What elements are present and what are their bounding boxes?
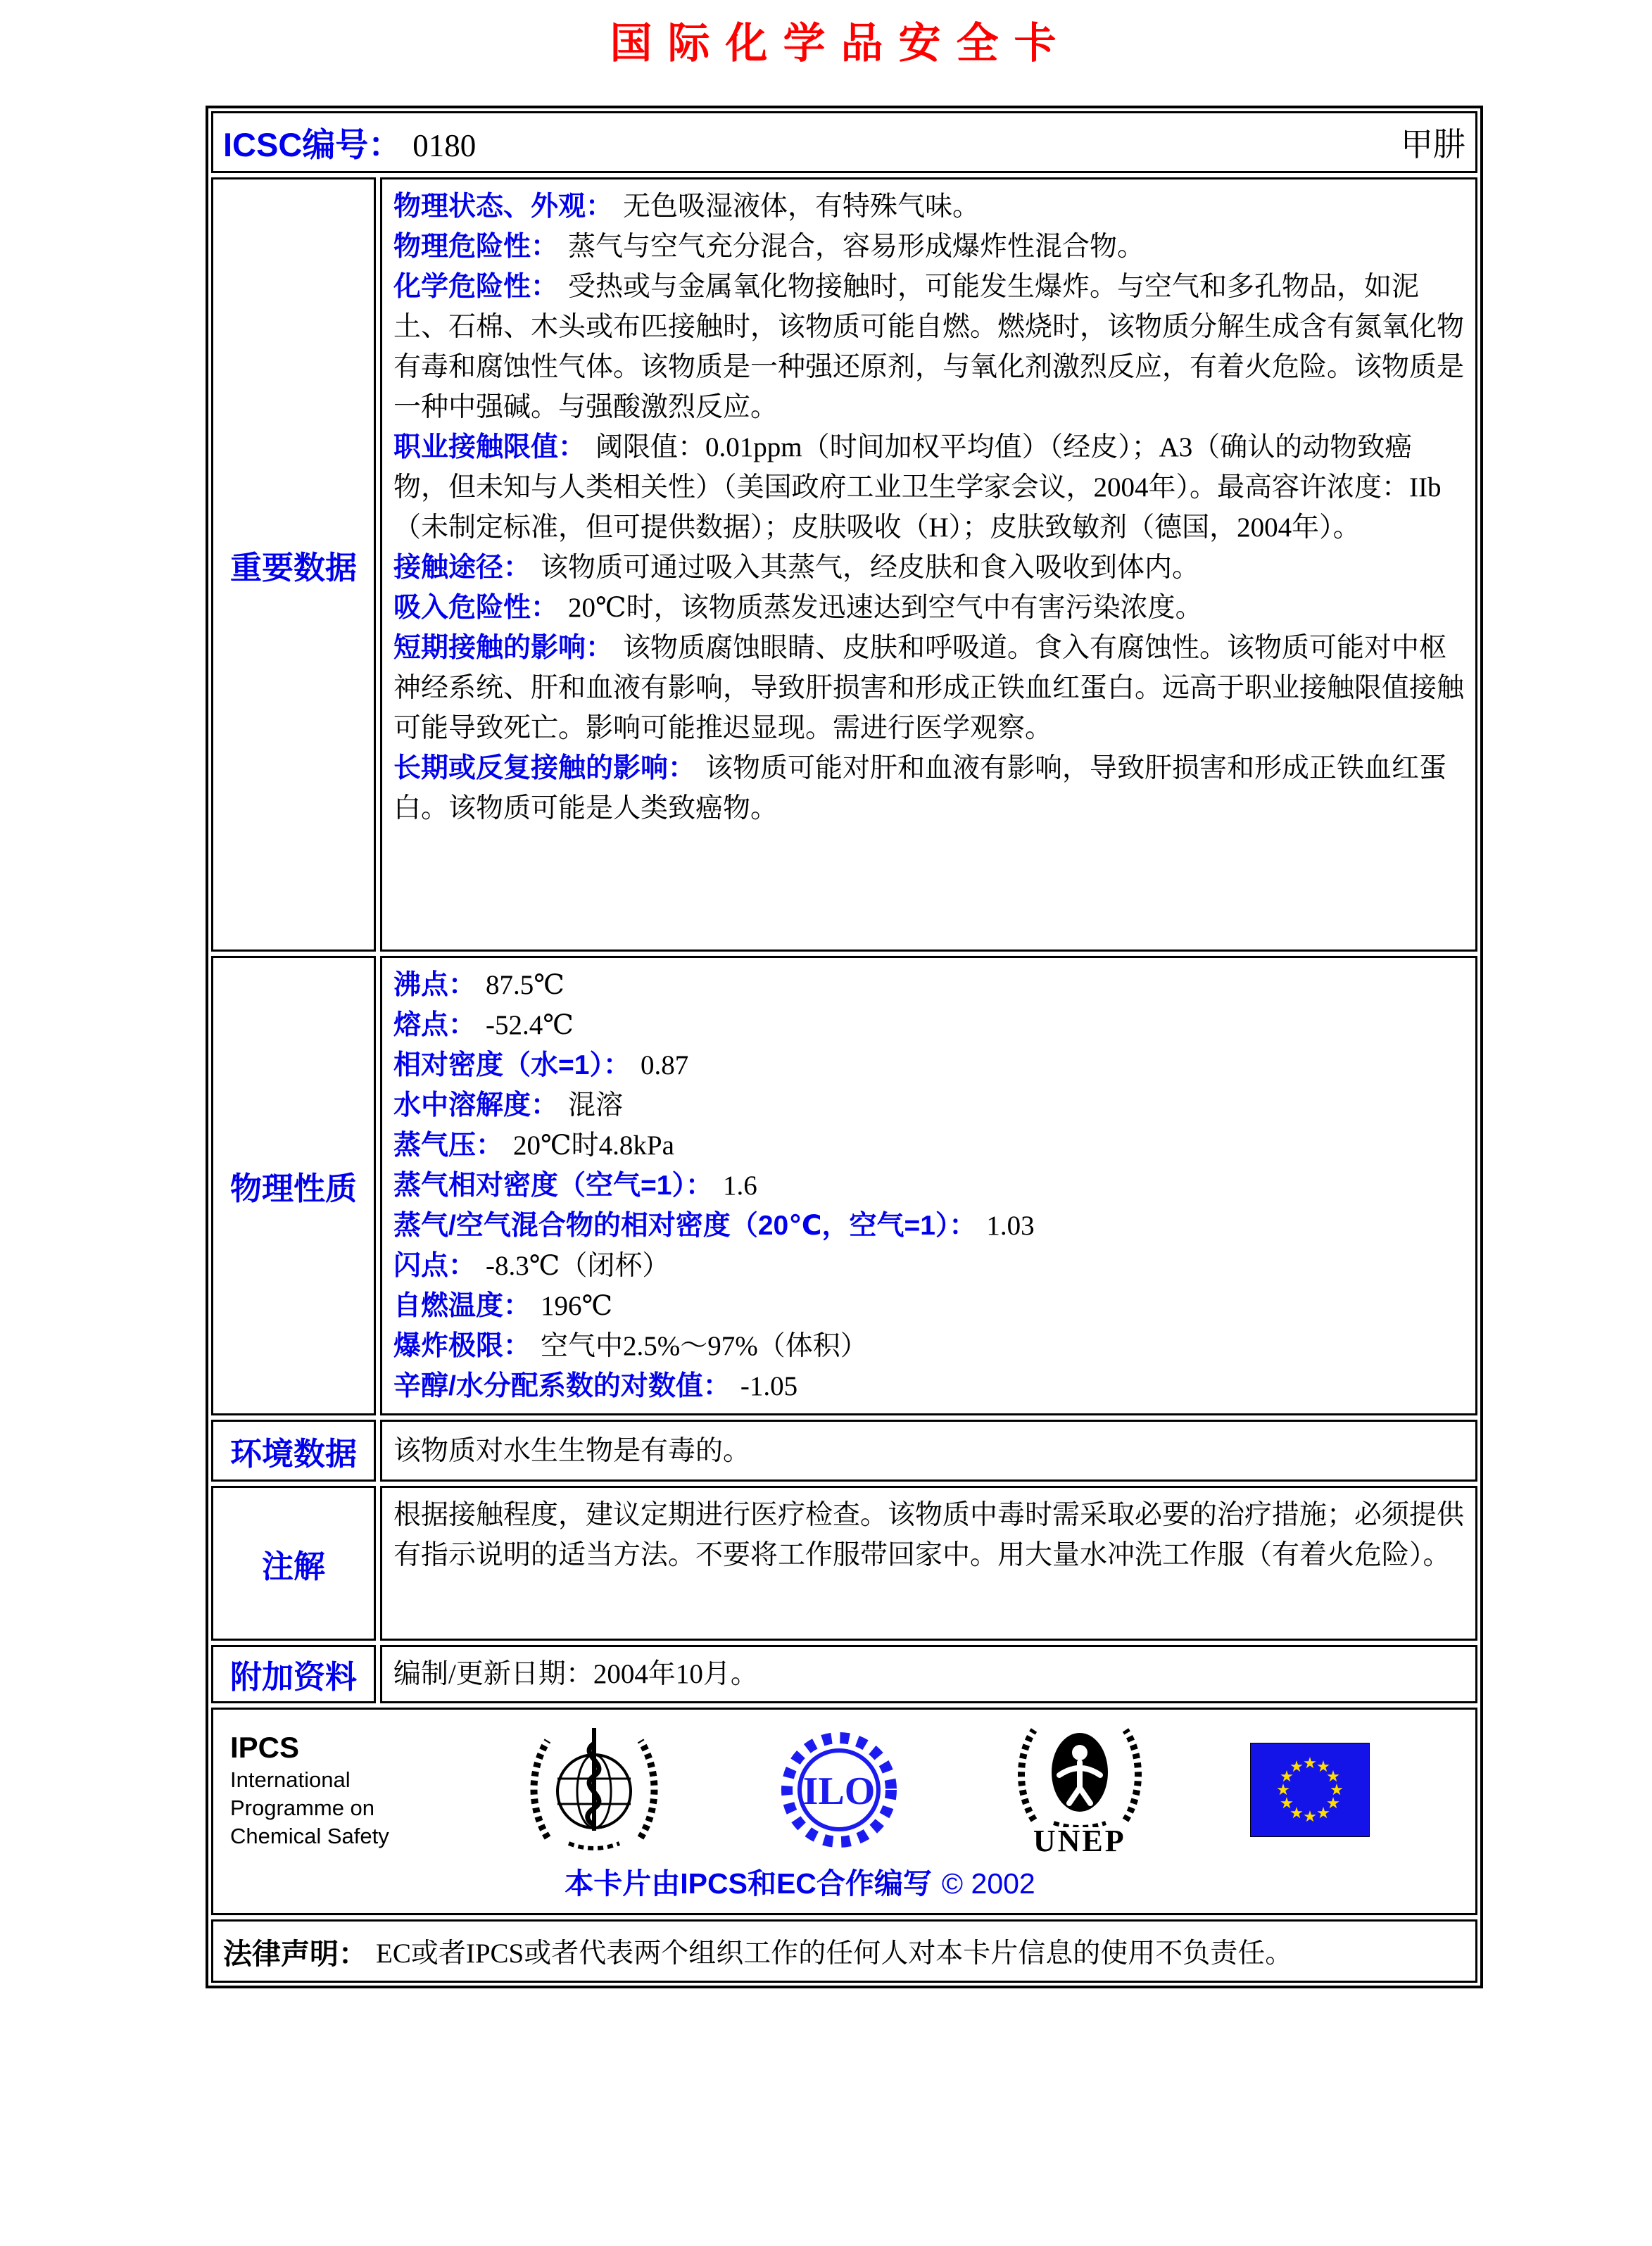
physical-property	[393, 1326, 1464, 1366]
property-value: 0.87	[640, 1050, 689, 1080]
ipcs-line: Programme on	[230, 1796, 375, 1820]
item-text: 该物质可通过吸入其蒸气，经皮肤和食入吸收到体内。	[541, 553, 1200, 583]
physical-property	[393, 1366, 1464, 1406]
environmental-text: 该物质对水生生物是有毒的。	[393, 1435, 751, 1466]
property-value: 1.03	[986, 1211, 1035, 1241]
property-value: 空气中2.5%～97%（体积）	[541, 1331, 868, 1361]
chemical-name: 甲肼	[1401, 127, 1465, 163]
property-label: 蒸气/空气混合物的相对密度（20℃，空气=1）：	[393, 1211, 977, 1241]
item-label: 短期接触的影响：	[393, 633, 614, 663]
physical-property	[393, 965, 1464, 1005]
section-content-physical-properties	[380, 956, 1477, 1415]
item-text: 无色吸湿液体，有特殊气味。	[623, 191, 981, 222]
section-content-additional-info	[380, 1645, 1477, 1703]
physical-property	[393, 1005, 1464, 1045]
legal-notice-row	[211, 1919, 1477, 1983]
property-value: 196℃	[541, 1291, 613, 1321]
item-label: 物理状态、外观：	[393, 191, 614, 222]
physical-property	[393, 1166, 1464, 1206]
unep-letters: UNEP	[1033, 1823, 1126, 1858]
eu-flag-icon	[1250, 1743, 1370, 1837]
physical-property	[393, 1286, 1464, 1326]
icsc-number-value: 0180	[412, 127, 477, 163]
property-label: 辛醇/水分配系数的对数值：	[393, 1371, 731, 1401]
important-item	[393, 227, 1464, 267]
important-item	[393, 267, 1464, 427]
credit-line	[230, 1860, 1370, 1906]
section-label-physical-properties: 物理性质	[211, 956, 376, 1415]
property-value: 20℃时4.8kPa	[513, 1130, 674, 1161]
ipcs-line: Chemical Safety	[230, 1824, 389, 1848]
icsc-card-table	[206, 106, 1483, 1988]
section-content-important-data	[380, 177, 1477, 952]
item-label: 职业接触限值：	[393, 432, 586, 462]
physical-property	[393, 1045, 1464, 1085]
item-label: 长期或反复接触的影响：	[393, 753, 696, 783]
item-label: 接触途径：	[393, 553, 531, 583]
important-item	[393, 748, 1464, 828]
item-text: 阈限值：0.01ppm（时间加权平均值）（经皮）；A3（确认的动物致癌物，但未知与人类相关性）（美国政府工业卫生学家会议，2004年）。最高容许浓度：IIb（未制定标准，但可提供数据）；皮肤吸收（H）；皮肤致敏剂（德国，2004年）。	[393, 432, 1442, 543]
copyright-text: © 2002	[941, 1867, 1035, 1900]
physical-property	[393, 1206, 1464, 1246]
property-value: -1.05	[740, 1371, 798, 1401]
item-text: 该物质可能对肝和血液有影响，导致肝损害和形成正铁血红蛋白。该物质可能是人类致癌物。	[393, 753, 1447, 824]
legal-notice-label: 法律声明：	[223, 1937, 367, 1970]
section-label-additional-info: 附加资料	[211, 1645, 376, 1703]
item-text: 蒸气与空气充分混合，容易形成爆炸性混合物。	[568, 232, 1145, 262]
item-text: 该物质腐蚀眼睛、皮肤和呼吸道。食入有腐蚀性。该物质可能对中枢神经系统、肝和血液有影响，导致肝损害和形成正铁血红蛋白。远高于职业接触限值接触可能导致死亡。影响可能推迟显现。需进行医学观察。	[393, 633, 1465, 743]
organizations-footer	[211, 1708, 1477, 1915]
ipcs-title: IPCS	[230, 1731, 300, 1764]
ilo-letters: ILO	[802, 1769, 875, 1813]
property-label: 蒸气压：	[393, 1130, 504, 1161]
additional-info-text: 编制/更新日期：2004年10月。	[393, 1659, 758, 1689]
physical-property	[393, 1246, 1464, 1286]
item-label: 化学危险性：	[393, 272, 559, 302]
section-content-notes	[380, 1486, 1477, 1641]
unep-logo-block	[1013, 1722, 1147, 1859]
icsc-number-group	[223, 119, 476, 166]
item-label: 吸入危险性：	[393, 593, 559, 623]
who-logo-icon	[524, 1720, 664, 1860]
property-label: 爆炸极限：	[393, 1331, 531, 1361]
property-value: -8.3℃（闭杯）	[486, 1251, 670, 1281]
property-label: 沸点：	[393, 970, 477, 1000]
property-value: 混溶	[568, 1090, 624, 1121]
property-label: 水中溶解度：	[393, 1090, 559, 1121]
section-label-notes: 注解	[211, 1486, 376, 1641]
property-value: 87.5℃	[486, 970, 565, 1000]
ilo-logo-icon	[769, 1720, 909, 1860]
property-value: -52.4℃	[486, 1010, 574, 1040]
physical-property	[393, 1125, 1464, 1166]
section-label-important-data: 重要数据	[211, 177, 376, 952]
property-label: 自燃温度：	[393, 1291, 531, 1321]
property-label: 相对密度（水=1）：	[393, 1050, 631, 1080]
section-content-environmental-data	[380, 1420, 1477, 1482]
item-text: 受热或与金属氧化物接触时，可能发生爆炸。与空气和多孔物品，如泥土、石棉、木头或布匹接触时，该物质可能自燃。燃烧时，该物质分解生成含有氮氧化物有毒和腐蚀性气体。该物质是一种强还原剂，与氧化剂激烈反应，有着火危险。该物质是一种中强碱。与强酸激烈反应。	[393, 272, 1465, 422]
unep-logo-icon	[1013, 1722, 1147, 1827]
item-text: 20℃时，该物质蒸发迅速达到空气中有害污染浓度。	[568, 593, 1203, 623]
important-item	[393, 187, 1464, 227]
header-row	[211, 111, 1477, 173]
important-item	[393, 588, 1464, 628]
important-item	[393, 628, 1464, 748]
important-item	[393, 427, 1464, 548]
icsc-number-label: ICSC编号：	[223, 125, 402, 163]
section-label-environmental-data: 环境数据	[211, 1420, 376, 1482]
physical-property	[393, 1085, 1464, 1125]
property-label: 闪点：	[393, 1251, 477, 1281]
property-value: 1.6	[722, 1171, 757, 1201]
property-label: 熔点：	[393, 1010, 477, 1040]
notes-text: 根据接触程度，建议定期进行医疗检查。该物质中毒时需采取必要的治疗措施；必须提供有指示说明的适当方法。不要将工作服带回家中。用大量水冲洗工作服（有着火危险）。	[393, 1500, 1465, 1570]
item-label: 物理危险性：	[393, 232, 559, 262]
page-title: 国际化学品安全卡	[610, 20, 1072, 67]
important-item	[393, 548, 1464, 588]
logo-band	[230, 1720, 1370, 1860]
legal-notice-text: EC或者IPCS或者代表两个组织工作的任何人对本卡片信息的使用不负责任。	[376, 1938, 1293, 1969]
ipcs-line: International	[230, 1767, 351, 1792]
property-label: 蒸气相对密度（空气=1）：	[393, 1171, 713, 1201]
credit-text: 本卡片由IPCS和EC合作编写	[565, 1867, 932, 1900]
ipcs-text-block	[230, 1729, 420, 1850]
